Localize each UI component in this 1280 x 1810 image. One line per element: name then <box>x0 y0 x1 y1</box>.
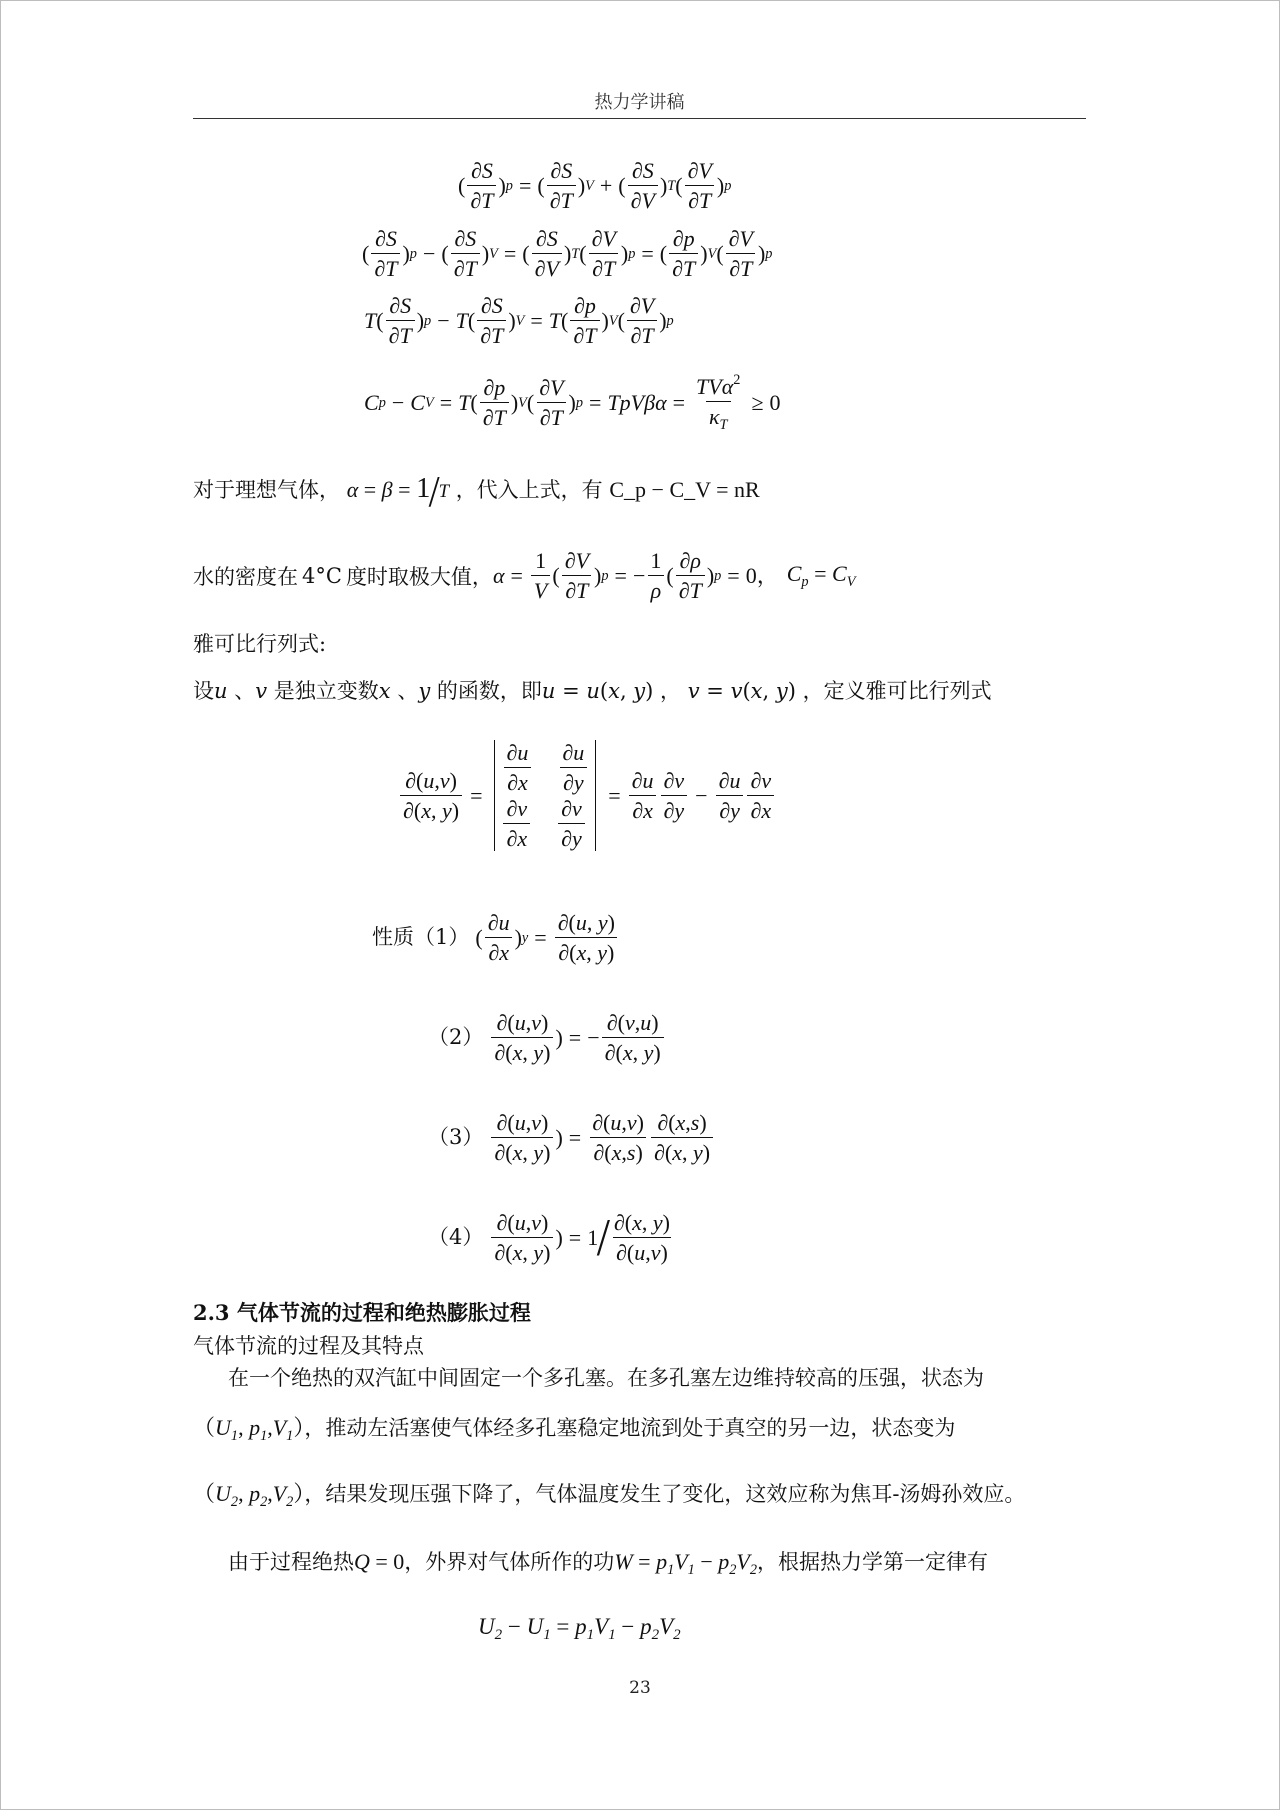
sub-heading: 气体节流的过程及其特点 <box>193 1334 424 1358</box>
para2-b: ，外界对气体所作的功 <box>404 1550 615 1574</box>
property-1: 性质（1） ( $\frac{\partial u}{\partial x}$ ) y = $\frac{\partial(u, y)}{\partial(x, y)}$ <box>372 910 620 966</box>
jd-2: 、 <box>234 679 256 703</box>
jacobian-definition: 设u 、v 是独立变数x 、y 的函数，即u = u(x, y) ， v = v(x, y) ，定义雅可比行列式 <box>193 679 992 703</box>
water-density-text: 水的密度在 <box>193 564 298 589</box>
para1-line1: 在一个绝热的双汽缸中间固定一个多孔塞。在多孔塞左边维持较高的压强，状态为 <box>228 1366 984 1390</box>
page-header: 热力学讲稿 <box>594 92 685 113</box>
ideal-gas-text: 对于理想气体， <box>193 478 340 502</box>
jacobian-title: 雅可比行列式: <box>193 632 327 656</box>
jd-6: ， <box>660 679 682 703</box>
header-rule <box>193 118 1086 119</box>
jd-4: 、 <box>397 679 419 703</box>
equation-4: C p − C V = T ( $\frac{\partial p}{\partial T}$ ) V ( $\frac{\partial V}{\partial T}$ ) p = TpVβα = $\frac{TV\alpha^2}{\kappa_T}$ ≥ 0 <box>364 372 781 434</box>
equation-3: T ( $\frac{\partial S}{\partial T}$ ) p − T ( $\frac{\partial S}{\partial T}$ ) V = T ( $\frac{\partial p}{\partial T}$ ) V ( $\frac{\partial V}{\partial T}$ ) p <box>364 293 674 349</box>
equation-2: ( $\frac{\partial S}{\partial T}$ ) p − ( $\frac{\partial S}{\partial T}$ ) V = ( $\frac{\partial S}{\partial V}$ ) T ( $\frac{\partial V}{\partial T}$ ) p = ( $\frac{\partial p}{\partial T}$ ) V ( $\frac{\partial V}{\partial T}$ ) p <box>362 226 773 282</box>
para2-line: 由于过程绝热Q = 0，外界对气体所作的功$W = p_1V_1 - p_2V_2$，根据热力学第一定律有 <box>228 1549 989 1578</box>
ideal-gas-result: C_p − C_V = nR <box>609 477 760 502</box>
para2-c: ，根据热力学第一定律有 <box>757 1550 989 1574</box>
property-4: （4） $\frac{\partial(u,v)}{\partial(x, y)}$ ) = 1 / $\frac{\partial(x, y)}{\partial(u,v)}$ <box>428 1208 670 1267</box>
property-2: （2） $\frac{\partial(u,v)}{\partial(x, y)}$ ) = − $\frac{\partial(v,u)}{\partial(x, y)}$ <box>428 1010 666 1066</box>
section-heading: 2.3 气体节流的过程和绝热膨胀过程 <box>193 1300 531 1325</box>
property-1-label: 性质（1） <box>372 925 470 950</box>
water-density-mid: 度时取极大值， <box>345 564 493 589</box>
para2-a: 由于过程绝热 <box>228 1550 354 1574</box>
equation-1: ( $\frac{\partial S}{\partial T}$ ) p = ( $\frac{\partial S}{\partial T}$ ) V + ( $\frac{\partial S}{\partial V}$ ) T ( $\frac{\partial V}{\partial T}$ ) p <box>458 158 732 214</box>
para1-line3-tail: ，结果发现压强下降了，气体温度发生了变化，这效应称为焦耳-汤姆孙效应。 <box>304 1482 1026 1506</box>
para1-line2: （$U_1$, $p_1,V_1$），推动左活塞使气体经多孔塞稳定地流到处于真空的另一边，状态变为 <box>193 1415 956 1444</box>
jd-7: ，定义雅可比行列式 <box>802 679 992 703</box>
para1-line3: （$U_2$, $p_2,V_2$），结果发现压强下降了，气体温度发生了变化，这效应称为焦耳-汤姆孙效应。 <box>193 1481 1026 1510</box>
property-3-label: （3） <box>428 1125 484 1150</box>
jacobian-determinant: $\frac{\partial(u,v)}{\partial(x, y)}$ = $\frac{\partial u}{\partial x}$ $\frac{\partial u}{\partial y}$ $\frac{\partial v}{\partial x}$ $\frac{\partial v}{\partial y}$ = $\frac{\partial u}{\partial x}$ $\frac{\partial v}{\partial y}$ − $\frac{\partial u}{\partial y}$ $\frac{\partial v}{\partial x}$ <box>398 740 776 851</box>
para1-line2-tail: ，推动左活塞使气体经多孔塞稳定地流到处于真空的另一边，状态变为 <box>304 1416 956 1440</box>
ideal-gas-tail: ，代入上式，有 <box>455 478 603 502</box>
jd-1: 设 <box>193 679 214 703</box>
jd-3: 是独立变数 <box>273 679 379 703</box>
ideal-gas-line: 对于理想气体， α = β = 1/T ，代入上式，有 C_p − C_V = nR <box>193 467 760 517</box>
final-equation: $U_2 - U_1 = p_1V_1 - p_2V_2$ <box>478 1614 681 1644</box>
water-density-line: 水的密度在 4°C 度时取极大值， α = $\frac{1}{V}$ ( $\frac{\partial V}{\partial T}$ ) p = − $\frac{1}{\rho}$ ( $\frac{\partial\rho}{\partial T}$ ) p = 0， $C_p = C_V$ <box>193 548 856 604</box>
property-4-label: （4） <box>428 1225 484 1250</box>
property-3: （3） $\frac{\partial(u,v)}{\partial(x, y)}$ ) = $\frac{\partial(u,v)}{\partial(x,s)}$ $\frac{\partial(x,s)}{\partial(x, y)}$ <box>428 1110 715 1166</box>
page-number: 23 <box>629 1678 651 1698</box>
water-temp-value: 4°C <box>302 563 342 588</box>
jd-5: 的函数，即 <box>436 679 542 703</box>
property-2-label: （2） <box>428 1025 484 1050</box>
